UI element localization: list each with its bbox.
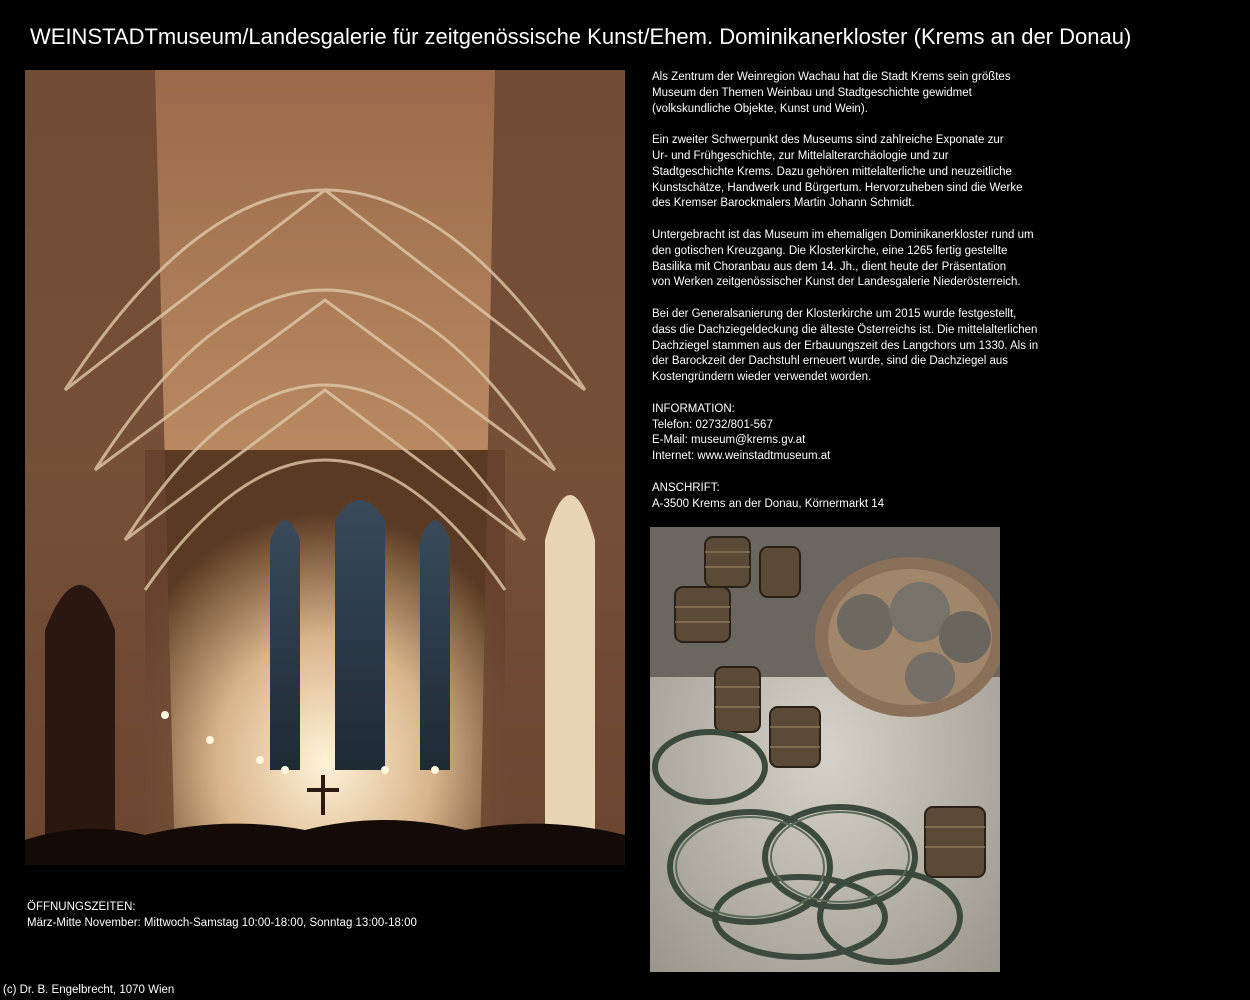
address-heading: ANSCHRIFT: xyxy=(652,481,720,494)
description-paragraph: Ein zweiter Schwerpunkt des Museums sind zahlreiche Exponate zur Ur- und Frühgeschichte, zur Mittelalterarchäologie und zur Stadtgeschichte Krems. Dazu gehören mittelalterliche und neuzeitliche Kunstschätze, Handwerk und Bürgertum. Hervorzuheben sind die Werke des Kremser Barockmalers Martin Johann Schmidt. xyxy=(652,134,1023,210)
copyright-footer: (c) Dr. B. Engelbrecht, 1070 Wien xyxy=(3,984,175,996)
church-interior-photo xyxy=(25,70,625,865)
hours-line: März-Mitte November: Mittwoch-Samstag 10:00-18:00, Sonntag 13:00-18:00 xyxy=(27,916,417,929)
description-paragraph: Als Zentrum der Weinregion Wachau hat die Stadt Krems sein größtes Museum den Themen Weinbau und Stadtgeschichte gewidmet (volkskundliche Objekte, Kunst und Wein). xyxy=(652,71,1011,115)
artifacts-photo xyxy=(650,527,1000,972)
hours-heading: ÖFFNUNGSZEITEN: xyxy=(27,901,136,913)
info-phone: Telefon: 02732/801-567 xyxy=(652,418,773,431)
description-paragraph: Untergebracht ist das Museum im ehemaligen Dominikanerkloster rund um den gotischen Kreuzgang. Die Klosterkirche, eine 1265 fertig gestellte Basilika mit Choranbau aus dem 14. Jh., dient heute der Präsentation von Werken zeitgenössischer Kunst der Landesgalerie Niederösterreich. xyxy=(652,228,1034,289)
address-line: A-3500 Krems an der Donau, Körnermarkt 14 xyxy=(652,497,885,510)
page-title: WEINSTADTmuseum/Landesgalerie für zeitgenössische Kunst/Ehem. Dominikanerkloster (Krems an der Donau) xyxy=(30,24,1132,49)
info-heading: INFORMATION: xyxy=(652,402,735,415)
info-internet: Internet: www.weinstadtmuseum.at xyxy=(652,450,831,463)
opening-hours xyxy=(27,900,417,932)
description-paragraph: Bei der Generalsanierung der Klosterkirche um 2015 wurde festgestellt, dass die Dachziegeldeckung die älteste Österreichs ist. Die mittelalterlichen Dachziegel stammen aus der Erbauungszeit des Langchors um 1330. Als in der Barockzeit der Dachstuhl erneuert wurde, sind die Dachziegel aus Kostengründern wieder verwendet worden. xyxy=(652,307,1039,384)
info-email: E-Mail: museum@krems.gv.at xyxy=(652,434,806,447)
description-text xyxy=(652,70,1072,512)
